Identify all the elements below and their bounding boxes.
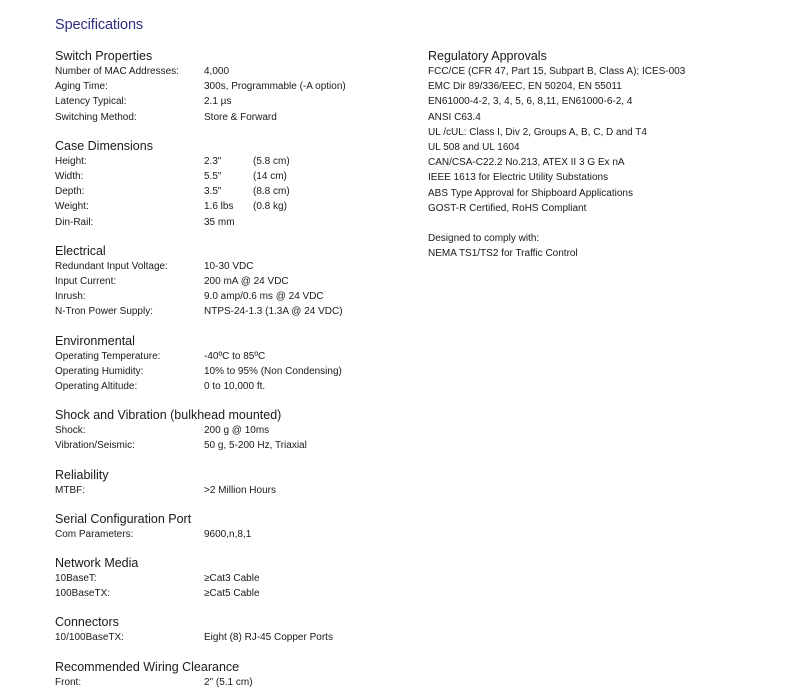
spec-value bbox=[204, 199, 287, 214]
spec-label: Height: bbox=[55, 155, 87, 167]
spec-label: Operating Altitude: bbox=[55, 381, 138, 393]
spec-section bbox=[55, 243, 395, 320]
approval-line: CAN/CSA-C22.2 No.213, ATEX II 3 G Ex nA bbox=[428, 157, 625, 169]
spec-value bbox=[204, 64, 229, 79]
spec-row bbox=[55, 364, 395, 379]
spec-value-primary: 300s, Programmable (-A option) bbox=[204, 81, 346, 93]
spec-label: Inrush: bbox=[55, 291, 86, 303]
approval-line: IEEE 1613 for Electric Utility Substations bbox=[428, 172, 609, 184]
spec-label: Operating Humidity: bbox=[55, 365, 144, 377]
spec-value bbox=[204, 79, 346, 94]
spec-label: Front: bbox=[55, 676, 82, 688]
spec-value-primary: ≥Cat5 Cable bbox=[204, 588, 260, 600]
spec-value bbox=[204, 675, 253, 690]
spec-section bbox=[55, 407, 395, 453]
spec-value bbox=[204, 423, 269, 438]
spec-row bbox=[55, 94, 395, 109]
spec-row bbox=[55, 675, 395, 690]
spec-row bbox=[55, 110, 395, 125]
section-title: Switch Properties bbox=[55, 49, 153, 63]
spec-label: 10/100BaseTX: bbox=[55, 632, 124, 644]
spec-label: Input Current: bbox=[55, 276, 117, 288]
spec-row bbox=[55, 379, 395, 394]
spec-section bbox=[55, 614, 395, 645]
spec-value bbox=[204, 274, 289, 289]
spec-label: Depth: bbox=[55, 186, 85, 198]
spec-section bbox=[55, 555, 395, 601]
spec-value-primary: Store & Forward bbox=[204, 111, 277, 123]
spec-label: Shock: bbox=[55, 425, 86, 437]
section-title: Network Media bbox=[55, 556, 139, 571]
spec-section bbox=[55, 659, 395, 690]
spec-row bbox=[55, 199, 395, 214]
approval-line: ABS Type Approval for Shipboard Applications bbox=[428, 187, 633, 199]
spec-value-primary: Eight (8) RJ-45 Copper Ports bbox=[204, 632, 333, 644]
spec-value-primary: 35 mm bbox=[204, 216, 235, 228]
spec-value-primary: 4,000 bbox=[204, 66, 230, 77]
spec-row bbox=[55, 571, 395, 586]
spec-row bbox=[55, 79, 395, 94]
compliance-note-line: Designed to comply with: bbox=[428, 233, 540, 245]
spec-row bbox=[55, 527, 395, 542]
spec-value-primary: >2 Million Hours bbox=[204, 484, 276, 496]
spec-label: Operating Temperature: bbox=[55, 350, 161, 362]
approval-line: UL 508 and UL 1604 bbox=[428, 142, 520, 154]
compliance-note-line: NEMA TS1/TS2 for Traffic Control bbox=[428, 248, 578, 260]
spec-value-primary: -40ºC to 85ºC bbox=[204, 350, 266, 362]
section-title: Electrical bbox=[55, 243, 106, 258]
spec-label: Din-Rail: bbox=[55, 216, 94, 228]
spec-value bbox=[204, 379, 265, 394]
spec-value-metric: (0.8 kg) bbox=[253, 201, 287, 213]
spec-value bbox=[204, 527, 251, 542]
spec-value-primary: 10% to 95% (Non Condensing) bbox=[204, 365, 342, 377]
right-column bbox=[428, 48, 758, 261]
spec-value-primary: 9.0 amp/0.6 ms @ 24 VDC bbox=[204, 291, 324, 303]
spec-value-primary: 50 g, 5-200 Hz, Triaxial bbox=[204, 440, 307, 452]
spec-value bbox=[204, 94, 231, 109]
spec-label: Switching Method: bbox=[55, 111, 137, 123]
spec-row bbox=[55, 259, 395, 274]
spec-row bbox=[55, 630, 395, 645]
spec-row bbox=[55, 423, 395, 438]
spec-value-metric: (8.8 cm) bbox=[253, 186, 290, 198]
spec-row bbox=[55, 349, 395, 364]
spec-value bbox=[204, 349, 265, 364]
spec-value bbox=[204, 586, 260, 601]
spec-value-primary: 10-30 VDC bbox=[204, 260, 254, 272]
spec-value-primary: 9600,n,8,1 bbox=[204, 528, 252, 540]
spec-value bbox=[204, 304, 343, 319]
left-column bbox=[55, 48, 395, 690]
spec-label: Vibration/Seismic: bbox=[55, 440, 135, 452]
page-title: Specifications bbox=[55, 17, 144, 33]
spec-label: Latency Typical: bbox=[55, 96, 127, 108]
spec-row bbox=[55, 215, 395, 230]
spec-row bbox=[55, 289, 395, 304]
approval-line: UL /cUL: Class I, Div 2, Groups A, B, C, D and T4 bbox=[428, 126, 647, 138]
section-title: Case Dimensions bbox=[55, 138, 153, 153]
spec-section bbox=[55, 511, 395, 542]
approval-line: ANSI C63.4 bbox=[428, 111, 481, 123]
spec-row bbox=[55, 64, 395, 79]
spec-label: Redundant Input Voltage: bbox=[55, 260, 168, 272]
spec-label: 100BaseTX: bbox=[55, 588, 111, 600]
spec-value bbox=[204, 364, 342, 379]
section-title: Reliability bbox=[55, 467, 109, 482]
spec-label: Weight: bbox=[55, 201, 89, 213]
spec-value-primary: 2.3" bbox=[204, 155, 222, 167]
spec-section bbox=[55, 333, 395, 395]
section-title: Shock and Vibration (bulkhead mounted) bbox=[55, 408, 282, 423]
spec-value bbox=[204, 630, 333, 645]
approval-line: EMC Dir 89/336/EEC, EN 50204, EN 55011 bbox=[428, 81, 622, 93]
spec-row bbox=[55, 169, 395, 184]
spec-value-primary: 200 g @ 10ms bbox=[204, 425, 270, 437]
spec-value-primary: 5.5" bbox=[204, 171, 222, 183]
spec-label: Com Parameters: bbox=[55, 528, 134, 540]
spec-value-primary: 0 to 10,000 ft. bbox=[204, 381, 266, 393]
section-title: Environmental bbox=[55, 333, 135, 348]
spec-section bbox=[55, 138, 395, 230]
section-title: Serial Configuration Port bbox=[55, 511, 192, 526]
spec-row bbox=[55, 154, 395, 169]
spec-value bbox=[204, 154, 290, 169]
spec-label: N-Tron Power Supply: bbox=[55, 306, 153, 318]
spec-value bbox=[204, 184, 290, 199]
spec-value bbox=[204, 438, 307, 453]
approval-line: FCC/CE (CFR 47, Part 15, Subpart B, Class A); ICES-003 bbox=[428, 66, 686, 77]
section-title: Regulatory Approvals bbox=[428, 49, 547, 63]
spec-row bbox=[55, 304, 395, 319]
spec-value bbox=[204, 169, 287, 184]
spec-label: Number of MAC Addresses: bbox=[55, 66, 179, 77]
spec-label: Aging Time: bbox=[55, 81, 108, 93]
section-title: Recommended Wiring Clearance bbox=[55, 659, 240, 674]
spec-value-primary: NTPS-24-1.3 (1.3A @ 24 VDC) bbox=[204, 306, 343, 318]
spec-value bbox=[204, 289, 324, 304]
spec-row bbox=[55, 586, 395, 601]
spec-value bbox=[204, 571, 260, 586]
spec-value-metric: (5.8 cm) bbox=[253, 155, 290, 167]
spec-section bbox=[55, 48, 395, 125]
regulatory-approvals-section bbox=[428, 48, 758, 261]
spec-value-primary: 200 mA @ 24 VDC bbox=[204, 276, 289, 288]
spec-value-primary: 1.6 lbs bbox=[204, 201, 234, 213]
spec-label: MTBF: bbox=[55, 484, 85, 496]
spec-value bbox=[204, 110, 277, 125]
spec-value bbox=[204, 215, 235, 230]
spec-row bbox=[55, 274, 395, 289]
spec-value-primary: 2" (5.1 cm) bbox=[204, 676, 253, 688]
spec-value-primary: 2.1 µs bbox=[204, 96, 232, 108]
section-title: Connectors bbox=[55, 615, 119, 630]
spec-section bbox=[55, 467, 395, 498]
spec-row bbox=[55, 483, 395, 498]
spec-value bbox=[204, 483, 276, 498]
spec-label: 10BaseT: bbox=[55, 573, 97, 585]
approval-line: EN61000-4-2, 3, 4, 5, 6, 8,11, EN61000-6-2, 4 bbox=[428, 96, 633, 108]
spec-value-metric: (14 cm) bbox=[253, 171, 287, 183]
spec-value-primary: 3.5" bbox=[204, 186, 222, 198]
spec-row bbox=[55, 438, 395, 453]
spec-row bbox=[55, 184, 395, 199]
spec-label: Width: bbox=[55, 171, 84, 183]
spec-value bbox=[204, 259, 253, 274]
spec-value-primary: ≥Cat3 Cable bbox=[204, 573, 260, 585]
approval-line: GOST-R Certified, RoHS Compliant bbox=[428, 202, 587, 214]
